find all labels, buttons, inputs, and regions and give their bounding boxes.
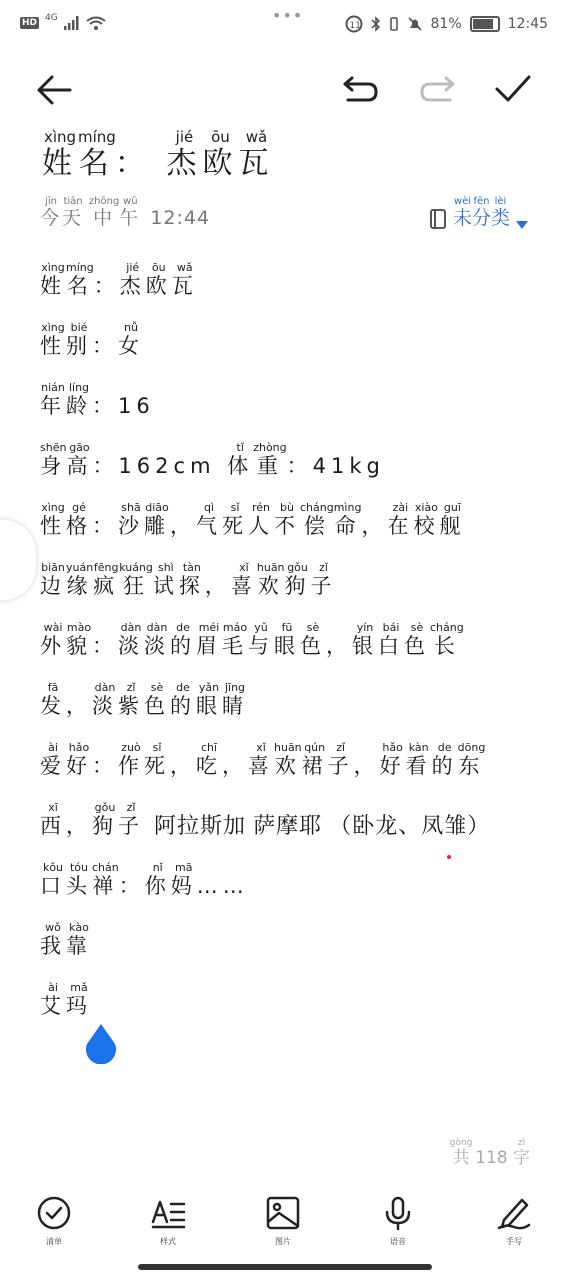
- status-time: 12:45: [507, 16, 548, 32]
- note-char: 不bù: [274, 501, 300, 538]
- note-char: 色sè: [144, 681, 170, 718]
- done-check-icon[interactable]: [494, 74, 532, 104]
- note-char: ：: [92, 334, 118, 358]
- note-char: ，: [222, 754, 248, 778]
- note-line: [40, 322, 144, 360]
- note-char: ：162cm: [92, 454, 228, 478]
- microphone-icon: [383, 1196, 413, 1230]
- note-char: 你nǐ: [144, 861, 171, 898]
- note-char: ，: [326, 634, 352, 658]
- bluetooth-icon: [371, 16, 381, 32]
- note-char: 禅chán: [92, 861, 119, 898]
- note-char: 裙qún: [301, 741, 328, 778]
- back-arrow-icon[interactable]: [36, 74, 72, 106]
- note-line: [40, 682, 248, 720]
- note-char: 探tàn: [178, 561, 205, 598]
- home-indicator[interactable]: [138, 1264, 432, 1270]
- note-char: 银yín: [352, 621, 378, 658]
- note-char: 吃chī: [196, 741, 222, 778]
- note-char: 的de: [170, 621, 196, 658]
- note-char: 年nián: [40, 381, 66, 418]
- title-name: 杰jié欧ōu瓦wǎ: [166, 128, 275, 181]
- note-char: 试shì: [152, 561, 179, 598]
- note-char: 狂kuáng: [119, 561, 153, 598]
- typed-text: 阿拉斯加 萨摩耶 （卧龙、凤雏）: [154, 813, 491, 838]
- note-char: 喜xǐ: [230, 561, 257, 598]
- note-char: 格gé: [66, 501, 92, 538]
- note-char: ，: [66, 694, 92, 718]
- note-time: 12:44: [150, 207, 211, 229]
- note-char: 名míng: [66, 261, 94, 298]
- note-line: [40, 442, 385, 480]
- note-char: 死sǐ: [144, 741, 170, 778]
- category-selector[interactable]: [429, 196, 528, 230]
- cursor-drop-handle-icon[interactable]: [84, 1024, 118, 1064]
- note-char: ：: [118, 874, 145, 898]
- note-char: 性xìng: [40, 501, 66, 538]
- undo-icon[interactable]: [342, 74, 378, 104]
- note-char: ：16: [92, 394, 155, 418]
- note-char: 外wài: [40, 621, 66, 658]
- note-char: 色sè: [300, 621, 326, 658]
- note-char: 子zǐ: [118, 801, 144, 838]
- note-char: 雕diāo: [144, 501, 170, 538]
- note-char: 瓦wǎ: [171, 261, 198, 298]
- note-char: 别bié: [66, 321, 92, 358]
- checklist-button[interactable]: 清单: [24, 1196, 84, 1247]
- note-char: 性xìng: [40, 321, 66, 358]
- note-char: 舰guī: [439, 501, 466, 538]
- note-char: ：: [92, 634, 118, 658]
- note-line: [40, 922, 92, 960]
- note-char: 西xī: [40, 801, 66, 838]
- note-char: 眼yǎn: [196, 681, 222, 718]
- handwrite-button[interactable]: 手写: [484, 1196, 544, 1247]
- note-char: 疯fēng: [93, 561, 120, 598]
- note-char: 我wǒ: [40, 921, 66, 958]
- note-char: 校xiào: [413, 501, 440, 538]
- note-char: 长cháng: [430, 621, 464, 658]
- note-char: 边biān: [40, 561, 66, 598]
- note-char: 沙shā: [118, 501, 144, 538]
- note-char: ，: [353, 754, 380, 778]
- note-char: 狗gǒu: [284, 561, 311, 598]
- note-char: 色sè: [404, 621, 430, 658]
- note-char: 眼fū: [274, 621, 300, 658]
- note-char: 貌mào: [66, 621, 92, 658]
- note-char: 龄líng: [66, 381, 92, 418]
- more-dots-icon[interactable]: •••: [272, 6, 304, 25]
- note-char: ：: [93, 274, 120, 298]
- note-char: 好hǎo: [66, 741, 92, 778]
- note-char: 身shēn: [40, 441, 67, 478]
- note-char: 艾ài: [40, 981, 66, 1018]
- data-saver-icon: [345, 15, 363, 33]
- notebook-icon: [429, 208, 447, 230]
- note-line: [40, 382, 155, 420]
- note-char: 玛mǎ: [66, 981, 92, 1018]
- note-char: 欢huān: [274, 741, 302, 778]
- note-char: ，: [204, 574, 231, 598]
- voice-button[interactable]: 语音: [368, 1196, 428, 1247]
- note-char: 人rén: [248, 501, 274, 538]
- note-char: 命mìng: [333, 501, 362, 538]
- battery-percent: 81%: [430, 16, 462, 32]
- note-char: 淡dàn: [118, 621, 144, 658]
- note-title[interactable]: [42, 130, 274, 182]
- note-char: 毛máo: [222, 621, 248, 658]
- note-char: 死sǐ: [222, 501, 248, 538]
- note-line: [40, 262, 198, 300]
- bottom-toolbar: [0, 1196, 572, 1266]
- note-char: ……: [196, 874, 249, 898]
- battery-icon: [470, 16, 500, 32]
- note-line: [40, 742, 485, 780]
- wifi-icon: [86, 16, 106, 30]
- text-style-icon: [150, 1196, 186, 1230]
- note-char: 子zǐ: [310, 561, 337, 598]
- note-char: 头tóu: [66, 861, 92, 898]
- hd-indicator: HD: [22, 18, 38, 28]
- note-char: 高gāo: [66, 441, 93, 478]
- note-char: ：: [92, 514, 118, 538]
- status-bar: [0, 0, 572, 52]
- note-char: 作zuò: [118, 741, 144, 778]
- note-line: [40, 622, 464, 660]
- image-button[interactable]: 图片: [253, 1196, 313, 1247]
- style-button[interactable]: 样式: [138, 1196, 198, 1247]
- title-label: 姓xìng名míng：: [42, 128, 151, 181]
- redo-icon[interactable]: [420, 74, 456, 104]
- note-char: 淡dàn: [144, 621, 170, 658]
- floating-side-tab[interactable]: [0, 520, 36, 600]
- mute-bell-icon: [407, 16, 423, 32]
- note-char: ：: [92, 754, 118, 778]
- note-char: ，: [361, 514, 388, 538]
- svg-text:11: 11: [349, 21, 361, 31]
- note-char: 气qì: [196, 501, 222, 538]
- image-icon: [266, 1196, 300, 1230]
- checklist-icon: [37, 1196, 71, 1230]
- note-char: 紫zǐ: [118, 681, 144, 718]
- note-char: 女nǚ: [118, 321, 144, 358]
- note-line: [40, 502, 465, 540]
- note-char: 姓xìng: [40, 261, 66, 298]
- note-char: 体tǐ: [227, 441, 254, 478]
- note-char: 东dōng: [457, 741, 486, 778]
- note-line: [40, 562, 337, 600]
- note-char: 子zǐ: [327, 741, 354, 778]
- note-char: 的de: [431, 741, 458, 778]
- note-char: 眉méi: [196, 621, 222, 658]
- note-char: ：41kg: [286, 454, 385, 478]
- note-char: 妈mā: [170, 861, 197, 898]
- pen-icon: [496, 1196, 532, 1230]
- note-char: 淡dàn: [92, 681, 118, 718]
- network-label: 4G: [45, 13, 58, 23]
- note-char: 狗gǒu: [92, 801, 118, 838]
- note-line: [40, 982, 92, 1020]
- vibrate-icon: [389, 16, 399, 32]
- note-char: 看kàn: [405, 741, 432, 778]
- word-count: 共gòng 118 字zì: [449, 1138, 530, 1168]
- note-char: 好hǎo: [379, 741, 406, 778]
- note-char: 欢huān: [256, 561, 285, 598]
- note-char: 重zhòng: [253, 441, 287, 478]
- note-char: ，: [170, 754, 196, 778]
- note-char: 杰jié: [119, 261, 146, 298]
- note-char: 口kǒu: [40, 861, 66, 898]
- note-char: 靠kào: [66, 921, 92, 958]
- note-line: [40, 802, 490, 840]
- note-char: 白bái: [378, 621, 404, 658]
- note-char: 的de: [170, 681, 196, 718]
- note-char: 爱ài: [40, 741, 66, 778]
- note-char: 缘yuán: [66, 561, 94, 598]
- note-char: 睛jīng: [222, 681, 248, 718]
- note-char: ，: [66, 814, 92, 838]
- note-char: 在zài: [387, 501, 414, 538]
- signal-icon: [64, 16, 80, 30]
- cursor-marker: [447, 855, 451, 859]
- note-char: 欧ōu: [145, 261, 172, 298]
- note-date: 今jīn天tiān 中zhōng午wǔ 12:44: [40, 196, 211, 229]
- note-char: 偿cháng: [300, 501, 334, 538]
- note-line: [40, 862, 249, 900]
- note-char: 与yǔ: [248, 621, 274, 658]
- category-label: 未wèi分fēn类lèi: [452, 196, 510, 229]
- note-char: ，: [170, 514, 196, 538]
- word-count-number: 118: [475, 1148, 508, 1168]
- note-char: 发fā: [40, 681, 66, 718]
- dropdown-triangle-icon: [516, 220, 528, 230]
- note-char: 喜xǐ: [248, 741, 274, 778]
